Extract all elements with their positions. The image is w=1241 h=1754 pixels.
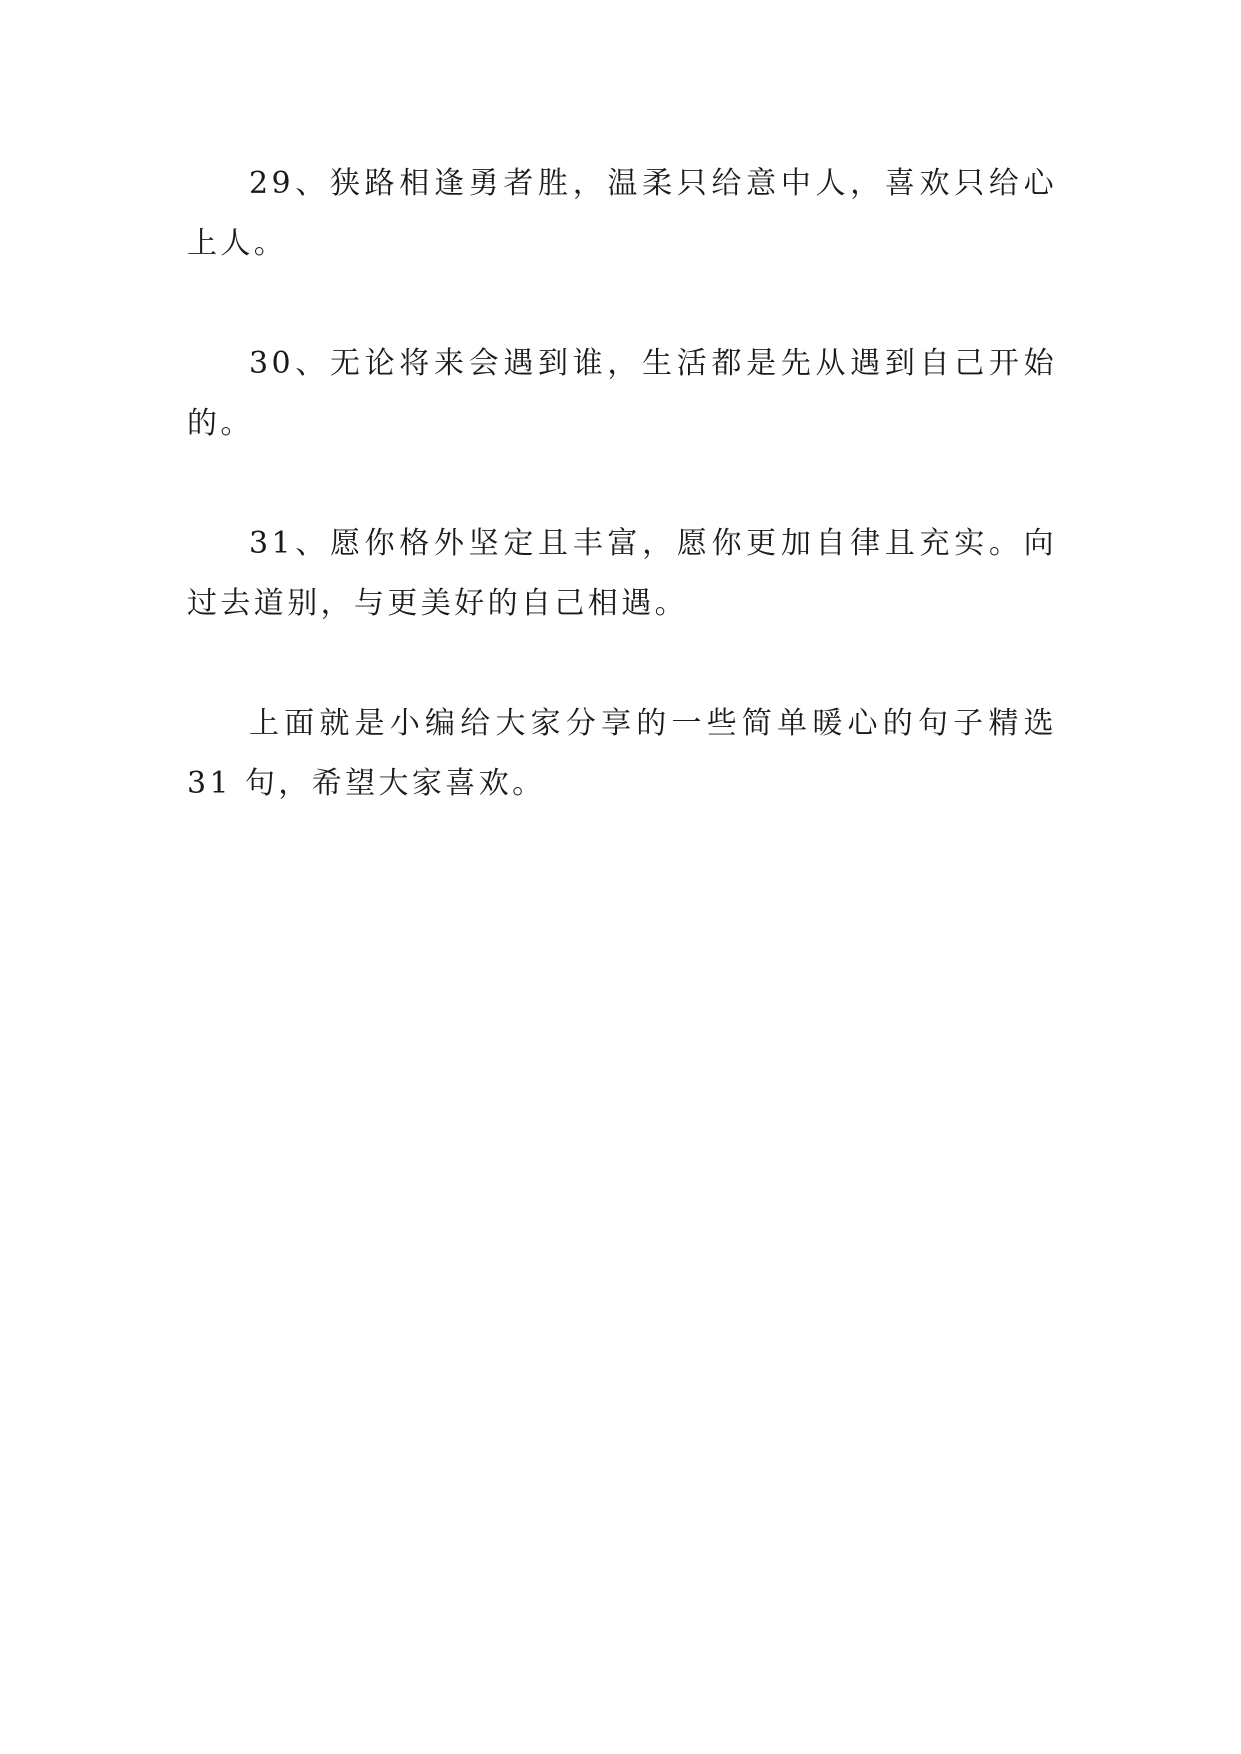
paragraph-30: 30、无论将来会遇到谁，生活都是先从遇到自己开始的。 — [187, 346, 1057, 441]
paragraph-31: 31、愿你格外坚定且丰富，愿你更加自律且充实。向过去道别，与更美好的自己相遇。 — [187, 526, 1057, 621]
document-body — [187, 154, 1057, 874]
closing-paragraph: 上面就是小编给大家分享的一些简单暖心的句子精选 31 句，希望大家喜欢。 — [187, 706, 1057, 801]
paragraph-29: 29、狭路相逢勇者胜，温柔只给意中人，喜欢只给心上人。 — [187, 166, 1057, 261]
